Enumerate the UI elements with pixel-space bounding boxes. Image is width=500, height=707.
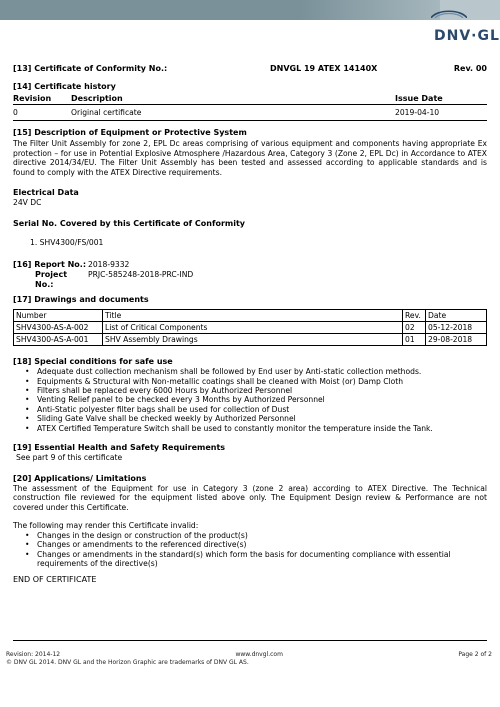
drawing-number: SHV4300-AS-A-001 (14, 334, 103, 346)
footer-row (6, 651, 492, 659)
drawing-date: 29-08-2018 (426, 334, 487, 346)
history-revision: 0 (13, 108, 18, 117)
list-item: • Anti-Static polyester filter bags shall be used for collection of Dust (25, 405, 487, 414)
report-label: [16] Report No.: (13, 260, 87, 270)
invalid-conditions-list (13, 531, 487, 569)
description-title: [15] Description of Equipment or Protective System (13, 128, 247, 137)
footer-copyright: © DNV GL 2014. DNV GL and the Horizon Graphic are trademarks of DNV GL AS. (6, 658, 249, 666)
history-col-issue-date: Issue Date (395, 93, 487, 105)
history-row (13, 105, 487, 121)
drawing-title: SHV Assembly Drawings (103, 334, 403, 346)
special-conditions-list (13, 367, 487, 433)
project-label: Project No.: (35, 270, 68, 290)
project-value: PRJC-585248-2018-PRC-IND (88, 270, 194, 280)
footer-website[interactable]: www.dnvgl.com (235, 651, 283, 658)
certificate-number: DNVGL 19 ATEX 14140X (270, 64, 378, 73)
serial-item: 1. SHV4300/FS/001 (30, 237, 104, 247)
drawing-number: SHV4300-AS-A-002 (14, 322, 103, 334)
drawing-title: List of Critical Components (103, 322, 403, 334)
essential-title: [19] Essential Health and Safety Requirements (13, 443, 226, 453)
applications-title: [20] Applications/ Limitations (13, 473, 147, 483)
history-col-description: Description (71, 93, 395, 105)
list-item: • Changes or amendments in the standard(s) which form the basis for documenting compliance with essential requirements of the directive(s) (25, 550, 487, 569)
list-item: • Changes or amendments to the referenced directive(s) (25, 540, 487, 549)
drawing-rev: 02 (403, 322, 426, 334)
drawings-col-rev: Rev. (403, 310, 426, 322)
list-item: • Changes in the design or construction of the product(s) (25, 531, 487, 540)
invalid-intro: The following may render this Certificate invalid: (13, 521, 199, 531)
certificate-label: [13] Certificate of Conformity No.: (13, 64, 168, 73)
certificate-page (13, 64, 487, 585)
drawing-rev: 01 (403, 334, 426, 346)
electrical-title: Electrical Data (13, 188, 79, 197)
list-item: • Filters shall be replaced every 6000 Hours by Authorized Personnel (25, 386, 487, 395)
drawings-table (13, 309, 487, 346)
drawings-col-number: Number (14, 310, 103, 322)
drawings-header-row (14, 310, 487, 322)
list-item: • ATEX Certified Temperature Switch shall be used to constantly monitor the temperature inside the Tank. (25, 424, 487, 433)
report-row (13, 260, 487, 270)
certificate-revision: Rev. 00 (453, 64, 487, 73)
drawings-row (14, 322, 487, 334)
list-item: • Adequate dust collection mechanism shall be followed by End user by Anti-static collection methods. (25, 367, 487, 376)
footer (6, 651, 492, 666)
applications-text: The assessment of the Equipment for use in Category 3 (zone 2 area) according to ATEX Directive. The Technical construction file reviewed for the equipment listed above only. The Equipment Design review & Performance are not covered under this Certificate. (13, 483, 487, 512)
footer-revision: Revision: 2014-12 (6, 651, 61, 658)
history-header-row (13, 93, 487, 105)
essential-text: See part 9 of this certificate (16, 453, 123, 463)
drawings-row (14, 334, 487, 346)
end-of-certificate: END OF CERTIFICATE (13, 575, 97, 585)
serial-title: Serial No. Covered by this Certificate of Conformity (13, 218, 246, 228)
history-table (13, 93, 487, 121)
history-description: Original certificate (71, 108, 142, 117)
list-item: • Sliding Gate Valve shall be checked weekly by Authorized Personnel (25, 414, 487, 423)
project-row (13, 270, 487, 290)
list-item: • Venting Relief panel to be checked every 3 Months by Authorized Personnel (25, 395, 487, 404)
drawings-title: [17] Drawings and documents (13, 295, 149, 305)
header-banner-gradient (300, 0, 440, 20)
history-col-revision: Revision (13, 93, 71, 105)
list-item: • Equipments & Structural with Non-metallic coatings shall be cleaned with Moist (or) Damp Cloth (25, 377, 487, 386)
footer-divider (13, 640, 487, 641)
description-text: The Filter Unit Assembly for zone 2, EPL Dc areas comprising of various equipment and components having appropriate Ex protection – for use in Potential Explosive Atmosphere /Hazardous Area, Category 3 (Zone 2, EPL Dc) in Accordance to ATEX directive 2014/34/EU. The Filter Unit Assembly has been tested and assessed according to applicable standards and is found to comply with the ATEX Directive requirements. (13, 139, 487, 177)
horizon-logo-icon (431, 7, 467, 18)
certificate-number-row (13, 64, 487, 73)
drawings-col-date: Date (426, 310, 487, 322)
electrical-value: 24V DC (13, 198, 42, 207)
footer-page-number: Page 2 of 2 (458, 651, 492, 658)
history-date: 2019-04-10 (395, 108, 440, 117)
drawings-col-title: Title (103, 310, 403, 322)
special-title: [18] Special conditions for safe use (13, 357, 173, 367)
drawing-date: 05-12-2018 (426, 322, 487, 334)
report-value: 2018-9332 (88, 260, 130, 270)
history-title: [14] Certificate history (13, 82, 116, 91)
brand-logo-text: DNV·GL (434, 28, 500, 44)
